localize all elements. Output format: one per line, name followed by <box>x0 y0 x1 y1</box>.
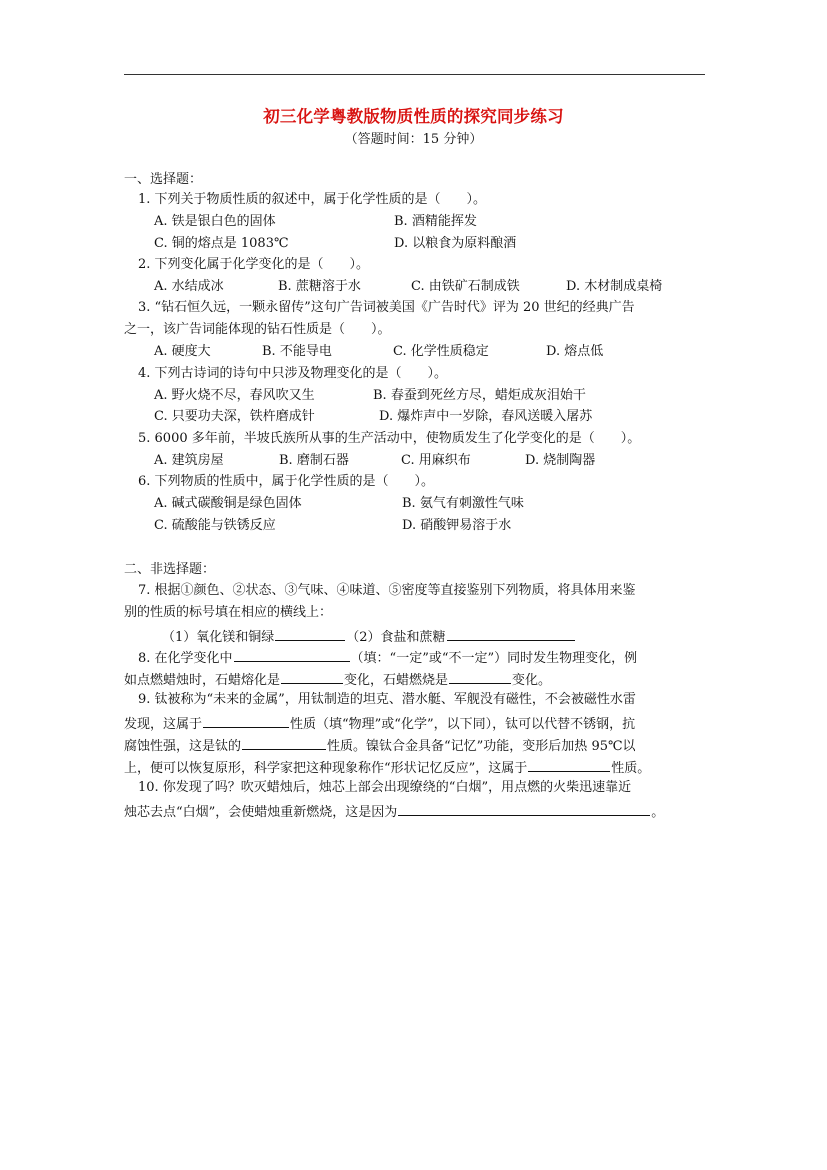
q2-option-d: D. 木材制成桌椅 <box>566 279 663 294</box>
q8-text-e: 变化。 <box>512 673 552 688</box>
q3-stem-line2: 之一，该广告词能体现的钻石性质是（ ）。 <box>124 322 391 337</box>
q8-line2 <box>124 670 551 689</box>
q8-text-d: 变化，石蜡燃烧是 <box>344 673 449 688</box>
q6-stem: 6. 下列物质的性质中，属于化学性质的是（ ）。 <box>138 474 435 489</box>
q7-blank-2[interactable] <box>447 627 575 641</box>
q8-blank-3[interactable] <box>449 670 511 684</box>
q2-stem: 2. 下列变化属于化学变化的是（ ）。 <box>138 257 370 272</box>
q4-stem: 4. 下列古诗词的诗句中只涉及物理变化的是（ ）。 <box>138 366 448 381</box>
q9-line4 <box>124 758 650 777</box>
q4-option-d: D. 爆炸声中一岁除，春风送暖入屠苏 <box>379 409 593 424</box>
header-rule <box>124 74 705 75</box>
q7-blank-1[interactable] <box>275 627 345 641</box>
q6-option-d: D. 硝酸钾易溶于水 <box>402 518 512 533</box>
q2-option-c: C. 由铁矿石制成铁 <box>411 279 520 294</box>
q9-text-d: 性质。镍钛合金具备“记忆”功能，变形后加热 95℃以 <box>327 739 636 754</box>
q6-option-b: B. 氨气有刺激性气味 <box>402 496 524 511</box>
q8-blank-1[interactable] <box>234 648 350 662</box>
q9-blank-1[interactable] <box>203 714 289 728</box>
q9-text-e: 上，便可以恢复原形，科学家把这种现象称作“形状记忆反应”，这属于 <box>124 761 528 776</box>
q3-option-a: A. 硬度大 <box>154 344 211 359</box>
q6-option-a: A. 碱式碳酸铜是绿色固体 <box>154 496 302 511</box>
q7-part2-label: （2）食盐和蔗糖 <box>346 630 446 645</box>
q3-option-d: D. 熔点低 <box>546 344 604 359</box>
q8-text-c: 如点燃蜡烛时，石蜡熔化是 <box>124 673 281 688</box>
q9-line2 <box>124 714 635 733</box>
q4-option-a: A. 野火烧不尽，春风吹又生 <box>154 388 315 403</box>
q9-text-c: 腐蚀性强，这是钛的 <box>124 739 242 754</box>
q1-option-d: D. 以粮食为原料酿酒 <box>394 236 517 251</box>
q4-option-b: B. 春蚕到死丝方尽，蜡炬成灰泪始干 <box>373 388 586 403</box>
q7-line1: 7. 根据①颜色、②状态、③气味、④味道、⑤密度等直接鉴别下列物质，将具体用来鉴 <box>138 583 636 598</box>
q9-line3 <box>124 736 636 755</box>
section-heading-nonchoice: 二、非选择题： <box>124 562 216 577</box>
q8-line1 <box>138 648 637 667</box>
q9-text-f: 性质。 <box>611 761 651 776</box>
page-title: 初三化学粤教版物质性质的探究同步练习 <box>263 107 564 126</box>
section-heading-choice: 一、选择题： <box>124 172 203 187</box>
q8-text-a: 8. 在化学变化中 <box>138 651 233 666</box>
q9-blank-3[interactable] <box>528 758 610 772</box>
q9-text-b: 性质（填“物理”或“化学”，以下同），钛可以代替不锈钢，抗 <box>290 717 636 732</box>
q5-option-c: C. 用麻织布 <box>401 453 471 468</box>
q10-blank[interactable] <box>398 802 650 816</box>
q1-stem: 1. 下列关于物质性质的叙述中，属于化学性质的是（ ）。 <box>138 192 487 207</box>
answer-time-subtitle: （答题时间：15 分钟） <box>344 132 483 147</box>
q9-line1: 9. 钛被称为“未来的金属”，用钛制造的坦克、潜水艇、军舰没有磁性，不会被磁性水雷 <box>138 692 636 707</box>
q3-stem-line1: 3. “钻石恒久远，一颗永留传”这句广告词被美国《广告时代》评为 20 世纪的经典广告 <box>138 300 635 315</box>
q10-line2 <box>124 802 664 821</box>
q6-option-c: C. 硫酸能与铁锈反应 <box>154 518 276 533</box>
q10-text-b: 。 <box>651 805 665 820</box>
q1-option-b: B. 酒精能挥发 <box>394 214 477 229</box>
q8-blank-2[interactable] <box>281 670 343 684</box>
q7-line2: 别的性质的标号填在相应的横线上： <box>124 605 333 620</box>
q4-option-c: C. 只要功夫深，铁杵磨成针 <box>154 409 315 424</box>
q2-option-a: A. 水结成冰 <box>154 279 224 294</box>
q10-text-a: 烛芯去点“白烟”，会使蜡烛重新燃烧，这是因为 <box>124 805 398 820</box>
q3-option-c: C. 化学性质稳定 <box>393 344 489 359</box>
q1-option-c: C. 铜的熔点是 1083℃ <box>154 236 289 251</box>
q5-stem: 5. 6000 多年前，半坡氏族所从事的生产活动中，使物质发生了化学变化的是（ ）。 <box>138 431 641 446</box>
q9-blank-2[interactable] <box>242 736 326 750</box>
q5-option-d: D. 烧制陶器 <box>525 453 596 468</box>
q5-option-b: B. 磨制石器 <box>279 453 349 468</box>
q10-line1: 10. 你发现了吗？吹灭蜡烛后，烛芯上部会出现缭绕的“白烟”，用点燃的火柴迅速靠近 <box>138 780 632 795</box>
q8-text-b: （填：“一定”或“不一定”）同时发生物理变化，例 <box>350 651 638 666</box>
q7-part1-label: （1）氧化镁和铜绿 <box>162 630 275 645</box>
q1-option-a: A. 铁是银白色的固体 <box>154 214 276 229</box>
q3-option-b: B. 不能导电 <box>262 344 332 359</box>
q2-option-b: B. 蔗糖溶于水 <box>278 279 361 294</box>
q7-answer-line <box>162 627 576 646</box>
q9-text-a: 发现，这属于 <box>124 717 203 732</box>
q5-option-a: A. 建筑房屋 <box>154 453 224 468</box>
